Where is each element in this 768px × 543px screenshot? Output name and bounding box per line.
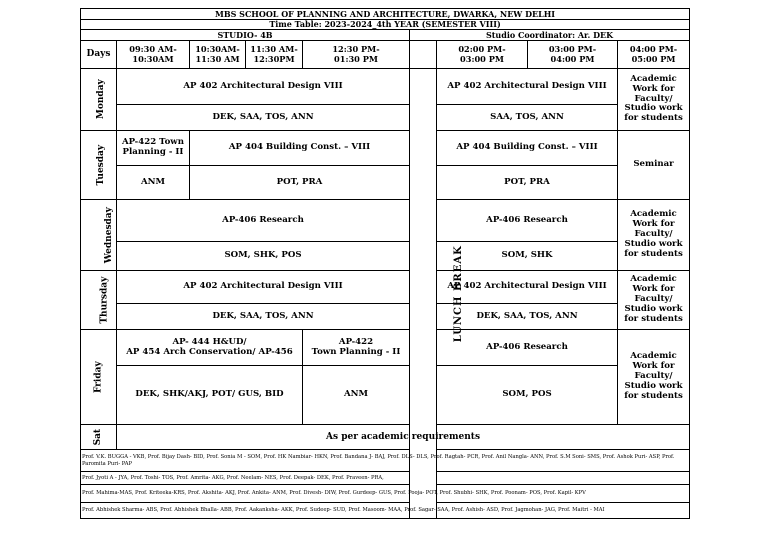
day-friday (81, 330, 117, 425)
time-slot-2-text: 10:30AM- 11:30 AM (195, 44, 240, 64)
friday-pm-faculty: SOM, POS (437, 366, 618, 425)
timetable (80, 8, 690, 519)
tuesday-am-faculty: POT, PRA (190, 166, 410, 200)
friday-am-subject (117, 330, 303, 366)
day-thursday-label: Thursday (99, 276, 110, 324)
time-slot-6 (528, 41, 618, 69)
day-wednesday (81, 200, 117, 271)
lunch-break-label: LUNCH BREAK (452, 244, 464, 342)
day-friday-label: Friday (93, 360, 104, 393)
time-slot-1 (117, 41, 190, 69)
day-monday-label: Monday (95, 79, 106, 120)
time-slot-5 (437, 41, 528, 69)
time-slot-2 (190, 41, 246, 69)
time-slot-4 (303, 41, 410, 69)
days-header: Days (81, 41, 117, 69)
friday-pm-subject: AP-406 Research (437, 330, 618, 366)
lunch-header-cell (410, 41, 437, 69)
friday-mid-faculty: ANM (303, 366, 410, 425)
wednesday-pm-faculty: SOM, SHK (437, 242, 618, 271)
tuesday-am-subject: AP 404 Building Const. – VIII (190, 131, 410, 166)
day-wednesday-label: Wednesday (103, 206, 114, 263)
time-slot-5-text: 02:00 PM- 03:00 PM (458, 44, 506, 64)
day-saturday (81, 425, 117, 450)
day-saturday-label: Sat (93, 428, 104, 445)
school-name: MBS SCHOOL OF PLANNING AND ARCHITECTURE, DWARKA, NEW DELHI (81, 9, 690, 20)
monday-am-subject: AP 402 Architectural Design VIII (117, 69, 410, 105)
tuesday-pm-subject: AP 404 Building Const. – VIII (437, 131, 618, 166)
thursday-pm-subject: AP 402 Architectural Design VIII (437, 271, 618, 304)
monday-last-slot: Academic Work for Faculty/ Studio work for students (618, 69, 690, 131)
day-tuesday (81, 131, 117, 200)
time-slot-3-text: 11:30 AM- 12:30PM (250, 44, 298, 64)
friday-am-faculty: DEK, SHK/AKJ, POT/ GUS, BID (117, 366, 303, 425)
faculty-list-4: Prof. Abhishek Sharma- ABS, Prof. Abhishek Bhalla- ABB, Prof. Aakanksha- AKK, Prof. Sudeep- SUD, Prof. Masoom- MAA, Prof. Sagar- SAA, Prof. Ashish- ASD, Prof. Jagmohan- JAG, Prof. Maitri - MAI (81, 503, 690, 519)
tuesday-pm-faculty: POT, PRA (437, 166, 618, 200)
timetable-title: Time Table: 2023-2024_4th YEAR (SEMESTER VIII) (81, 20, 690, 30)
time-slot-4-text: 12:30 PM- 01:30 PM (332, 44, 380, 64)
friday-am-subject-text: AP- 444 H&UD/ AP 454 Arch Conservation/ AP-456 (126, 336, 293, 357)
time-slot-7 (618, 41, 690, 69)
day-monday (81, 69, 117, 131)
thursday-pm-faculty: DEK, SAA, TOS, ANN (437, 304, 618, 330)
friday-mid-subject (303, 330, 410, 366)
studio-label: STUDIO- 4B (81, 30, 410, 41)
thursday-am-subject: AP 402 Architectural Design VIII (117, 271, 410, 304)
thursday-last-slot: Academic Work for Faculty/ Studio work for students (618, 271, 690, 330)
monday-am-faculty: DEK, SAA, TOS, ANN (117, 105, 410, 131)
time-slot-3 (246, 41, 303, 69)
tuesday-first-subject: AP-422 Town Planning - II (117, 131, 190, 166)
wednesday-am-subject: AP-406 Research (117, 200, 410, 242)
wednesday-pm-subject: AP-406 Research (437, 200, 618, 242)
timetable-sheet (80, 8, 689, 529)
tuesday-first-faculty: ANM (117, 166, 190, 200)
monday-pm-faculty: SAA, TOS, ANN (437, 105, 618, 131)
friday-mid-subject-text: AP-422 Town Planning - II (311, 336, 401, 357)
time-slot-7-text: 04:00 PM- 05:00 PM (629, 44, 678, 64)
day-thursday (81, 271, 117, 330)
saturday-text: As per academic requirements (117, 425, 690, 450)
monday-pm-subject: AP 402 Architectural Design VIII (437, 69, 618, 105)
faculty-list-2: Prof. Jyoti A - JYA, Prof. Toshi- TOS, Prof. Amrita- AKG, Prof. Neelam- NES, Prof. Deepak- DEK, Prof. Praveen- PRA, (81, 472, 690, 485)
faculty-list-3: Prof. Mahima-MAS, Prof. Kriteeka-KRS, Prof. Akshita- AKJ, Prof. Ankita- ANM, Prof. Divesh- DIW, Prof. Gurdeep- GUS, Prof. Pooja- POT, Prof. Shubhi- SHK, Prof. Poonam- POS, Prof. Kapil- KPV (81, 485, 690, 503)
coordinator-label: Studio Coordinator: Ar. DEK (410, 30, 690, 41)
time-slot-6-text: 03:00 PM- 04:00 PM (548, 44, 597, 64)
thursday-am-faculty: DEK, SAA, TOS, ANN (117, 304, 410, 330)
time-slot-1-text: 09:30 AM- 10:30AM (129, 44, 177, 64)
friday-last-slot: Academic Work for Faculty/ Studio work for students (618, 330, 690, 425)
tuesday-last-slot: Seminar (618, 131, 690, 200)
wednesday-last-slot: Academic Work for Faculty/ Studio work for students (618, 200, 690, 271)
wednesday-am-faculty: SOM, SHK, POS (117, 242, 410, 271)
faculty-list-1: Prof. V.K. BUGGA - VKB, Prof. Bijay Dash- BID, Prof. Sonia M - SOM, Prof. HK Nambiar- HKN, Prof. Bandana J- BAJ, Prof. DLS- DLS, Prof. Ragtah- PCR, Prof. Anil Nangla- ANN, Prof. S.M Soni- SMS, Prof. Ashok Puri- ASP, Prof. Paromita Puri- PAP (81, 450, 690, 472)
day-tuesday-label: Tuesday (96, 144, 107, 186)
